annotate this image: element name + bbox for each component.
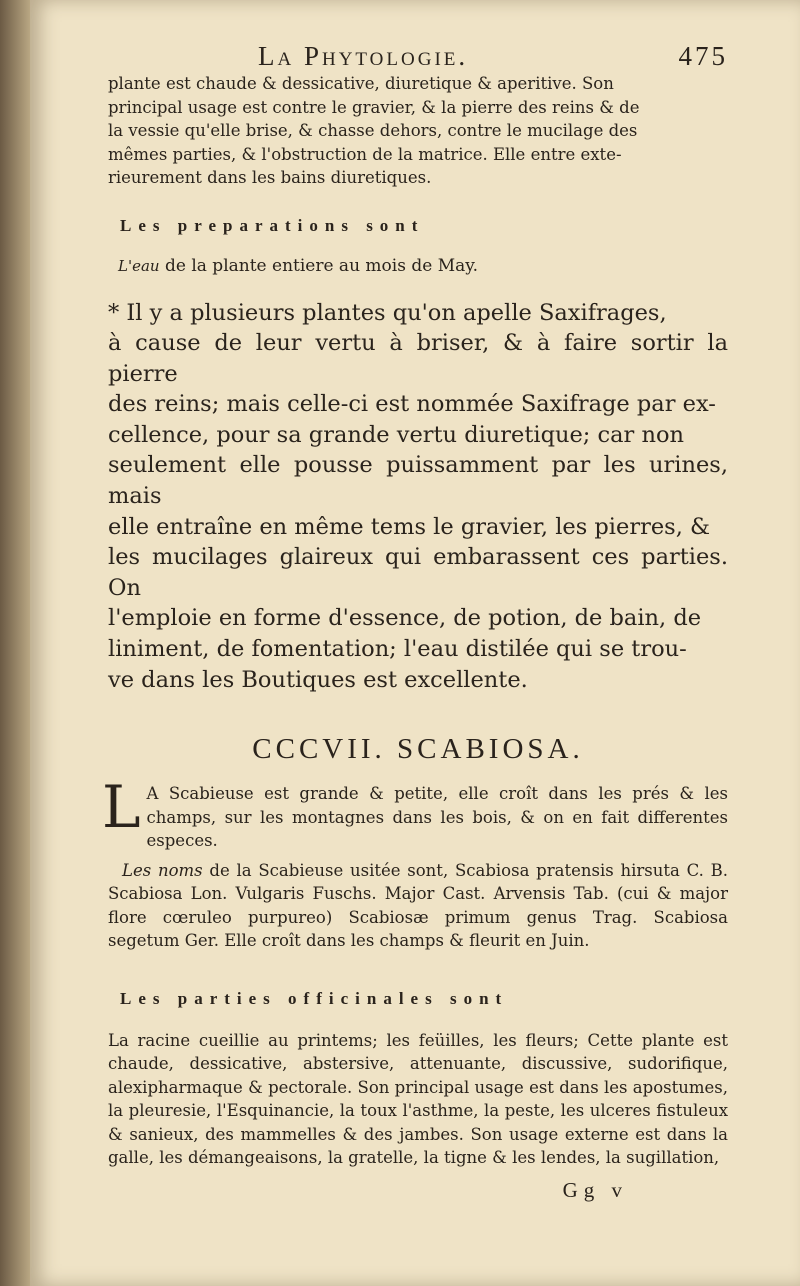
intro-line: principal usage est contre le gravier, & la pierre des reins & de xyxy=(108,97,640,117)
parties-text: La racine cueillie au printems; les feüilles, les fleurs; Cette plante est chaude, dessicative, abstersive, attenuante, discussive, sudorifique, alexipharmaque & pectorale. Son principal usage est dans les apostumes, la pleuresie, l'Esquinancie, la toux l'asthme, la peste, les ulceres fistuleux & sanieux, des mammelles & des jambes. Son usage externe est dans la galle, les démangeaisons, la gratelle, la tigne & les lendes, la sugillation, xyxy=(108,1030,728,1168)
intro-paragraph xyxy=(108,72,728,190)
note-line: l'emploie en forme d'essence, de potion, de bain, de xyxy=(108,605,702,632)
note-line: cellence, pour sa grande vertu diuretique; car non xyxy=(108,421,684,448)
note-line: ve dans les Boutiques est excellente. xyxy=(108,666,528,693)
note-line: à cause de leur vertu à briser, & à faire sortir la pierre xyxy=(108,330,728,387)
page-content xyxy=(102,40,728,1203)
chapter-intro-text: A Scabieuse est grande & petite, elle croît dans les prés & les champs, sur les montagnes dans les bois, & on en fait differentes especes. xyxy=(146,784,728,851)
note-line: les mucilages glaireux qui embarassent ces parties. On xyxy=(108,544,728,601)
running-title: La Phytologie. xyxy=(258,41,469,71)
note-line: * Il y a plusieurs plantes qu'on apelle Saxifrages, xyxy=(108,299,667,326)
noms-paragraph xyxy=(108,859,728,953)
page-number: 475 xyxy=(678,41,728,71)
intro-line: rieurement dans les bains diuretiques. xyxy=(108,168,432,187)
preparations-italic: L'eau xyxy=(118,256,160,275)
book-spine xyxy=(0,0,30,1286)
noms-italic: Les noms xyxy=(122,860,203,880)
chapter-title: CCCVII. SCABIOSA. xyxy=(252,733,584,766)
preparations-line xyxy=(118,256,728,276)
signature-mark: Gg v xyxy=(562,1177,628,1202)
intro-line: la vessie qu'elle brise, & chasse dehors, contre le mucilage des xyxy=(108,121,638,140)
note-line: elle entraîne en même tems le gravier, les pierres, & xyxy=(108,513,711,540)
running-head xyxy=(108,40,728,72)
intro-line: plante est chaude & dessicative, diuretique & aperitive. Son xyxy=(108,74,614,93)
parties-heading: Les parties officinales sont xyxy=(120,988,509,1008)
drop-cap: L xyxy=(102,773,141,842)
note-line: liniment, de fomentation; l'eau distilée qui se trou- xyxy=(108,636,687,663)
preparations-heading: Les preparations sont xyxy=(120,215,425,235)
parties-paragraph xyxy=(108,1029,728,1170)
intro-line: mêmes parties, & l'obstruction de la matrice. Elle entre exte- xyxy=(108,144,622,164)
note-paragraph xyxy=(108,298,728,696)
noms-text: de la Scabieuse usitée sont, Scabiosa pratensis hirsuta C. B. Scabiosa Lon. Vulgaris Fuschs. Major Cast. Arvensis Tab. (cui & major flore cœruleo purpureo) Scabiosæ primum genus Trag. Scabiosa segetum Ger. Elle croît dans les champs & fleurit en Juin. xyxy=(108,860,728,951)
chapter-intro xyxy=(102,773,728,853)
note-line: seulement elle pousse puissamment par les urines, mais xyxy=(108,452,728,510)
preparations-text: de la plante entiere au mois de May. xyxy=(164,255,478,276)
note-line: des reins; mais celle-ci est nommée Saxifrage par ex- xyxy=(108,391,716,418)
book-page xyxy=(30,0,800,1286)
